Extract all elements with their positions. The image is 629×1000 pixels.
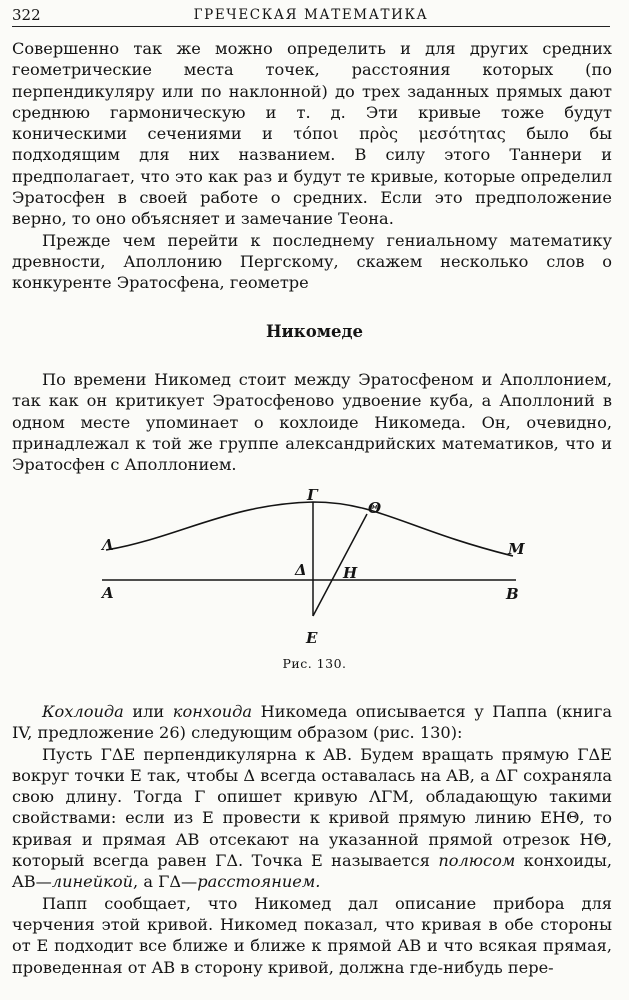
figure-caption: Рис. 130. (282, 656, 347, 671)
conchoid-figure (88, 486, 528, 656)
conchoid-curve (106, 502, 513, 556)
text-run: Пусть ΓΔE перпендикулярна к AB. Будем вращать прямую ΓΔE вокруг точки E так, чтобы Δ всегда оставалась на AB, а ΔΓ сохраняла свою длину. Тогда Γ опишет кривую ΛΓM, обладающую такими свойствами: если из E провести к кривой прямую линию EHΘ, то кривая и прямая AB отсекают на указанной прямой отрезок HΘ, который всегда равен ΓΔ. Точка E называется (12, 744, 612, 871)
term-pole: полюсом (438, 851, 516, 871)
paragraph: По времени Никомед стоит между Эратосфеном и Аполлонием, так как он критикует Эратосфеново удвоение куба, а Аполлоний в одном месте упоминает о кохлоиде Никомеда. Он, очевидно, принадлежал к той же группе александрийских математиков, что и Эратосфен с Аполлонием. (12, 370, 612, 475)
term-cochloid: Кохлоида (42, 702, 124, 721)
paragraph (12, 701, 612, 744)
label-gamma: Γ (307, 486, 318, 504)
ray-line-E-Theta (313, 514, 367, 616)
text-run: , а ΓΔ— (133, 872, 198, 892)
text-run: или (123, 702, 173, 721)
text-run: конхоиды, AB— (12, 851, 612, 892)
paragraph: Папп сообщает, что Никомед дал описание прибора для черчения этой кривой. Никомед показал, что кривая в обе стороны от E подходит все ближе и ближе к прямой AB и что всякая прямая, проведенная от AB в сторону кривой, должна где-нибудь пере- (12, 893, 612, 977)
paragraph (12, 744, 612, 893)
label-lambda: Λ (102, 536, 114, 554)
page-number: 322 (12, 6, 41, 24)
label-a: A (102, 584, 114, 602)
paragraph: Прежде чем перейти к последнему гениальному математику древности, Аполлонию Пергскому, скажем несколько слов о конкуренте Эратосфена, геометре (12, 230, 612, 293)
section-title: Никомеде (265, 322, 364, 341)
paragraph: Совершенно так же можно определить и для других средних геометрические места точек, расстояния которых (по перпендикуляру или по наклонной) до трех заданных прямых дают среднюю гармоническую и т. д. Эти кривые тоже будут коническими сечениями и τόποι πρὸς μεσότητας было бы подходящим для них названием. В силу этого Таннери и предполагает, что это как раз и будут те кривые, которые определил Эратосфен в своей работе о средних. Если это предположение верно, то оно объясняет и замечание Теона. (12, 39, 612, 229)
term-conchoid: конхоида (172, 702, 253, 721)
running-title: ГРЕЧЕСКАЯ МАТЕМАТИКА (193, 7, 429, 23)
term-ruler: линейкой (51, 872, 134, 892)
label-b: B (506, 585, 519, 603)
label-h: H (343, 564, 358, 582)
label-m: M (508, 540, 525, 558)
text-block-top (12, 38, 612, 294)
page-header (12, 4, 610, 27)
label-delta: Δ (295, 561, 307, 579)
label-e: E (306, 629, 318, 647)
label-theta: Θ (368, 499, 382, 517)
text-run: Никомеда описывается у Паппа (книга IV, предложение 26) следующим образом (рис. 130): (12, 702, 612, 743)
text-block-bottom (12, 701, 612, 978)
term-distance: расстоянием. (197, 872, 321, 892)
text-block-middle (12, 369, 612, 475)
